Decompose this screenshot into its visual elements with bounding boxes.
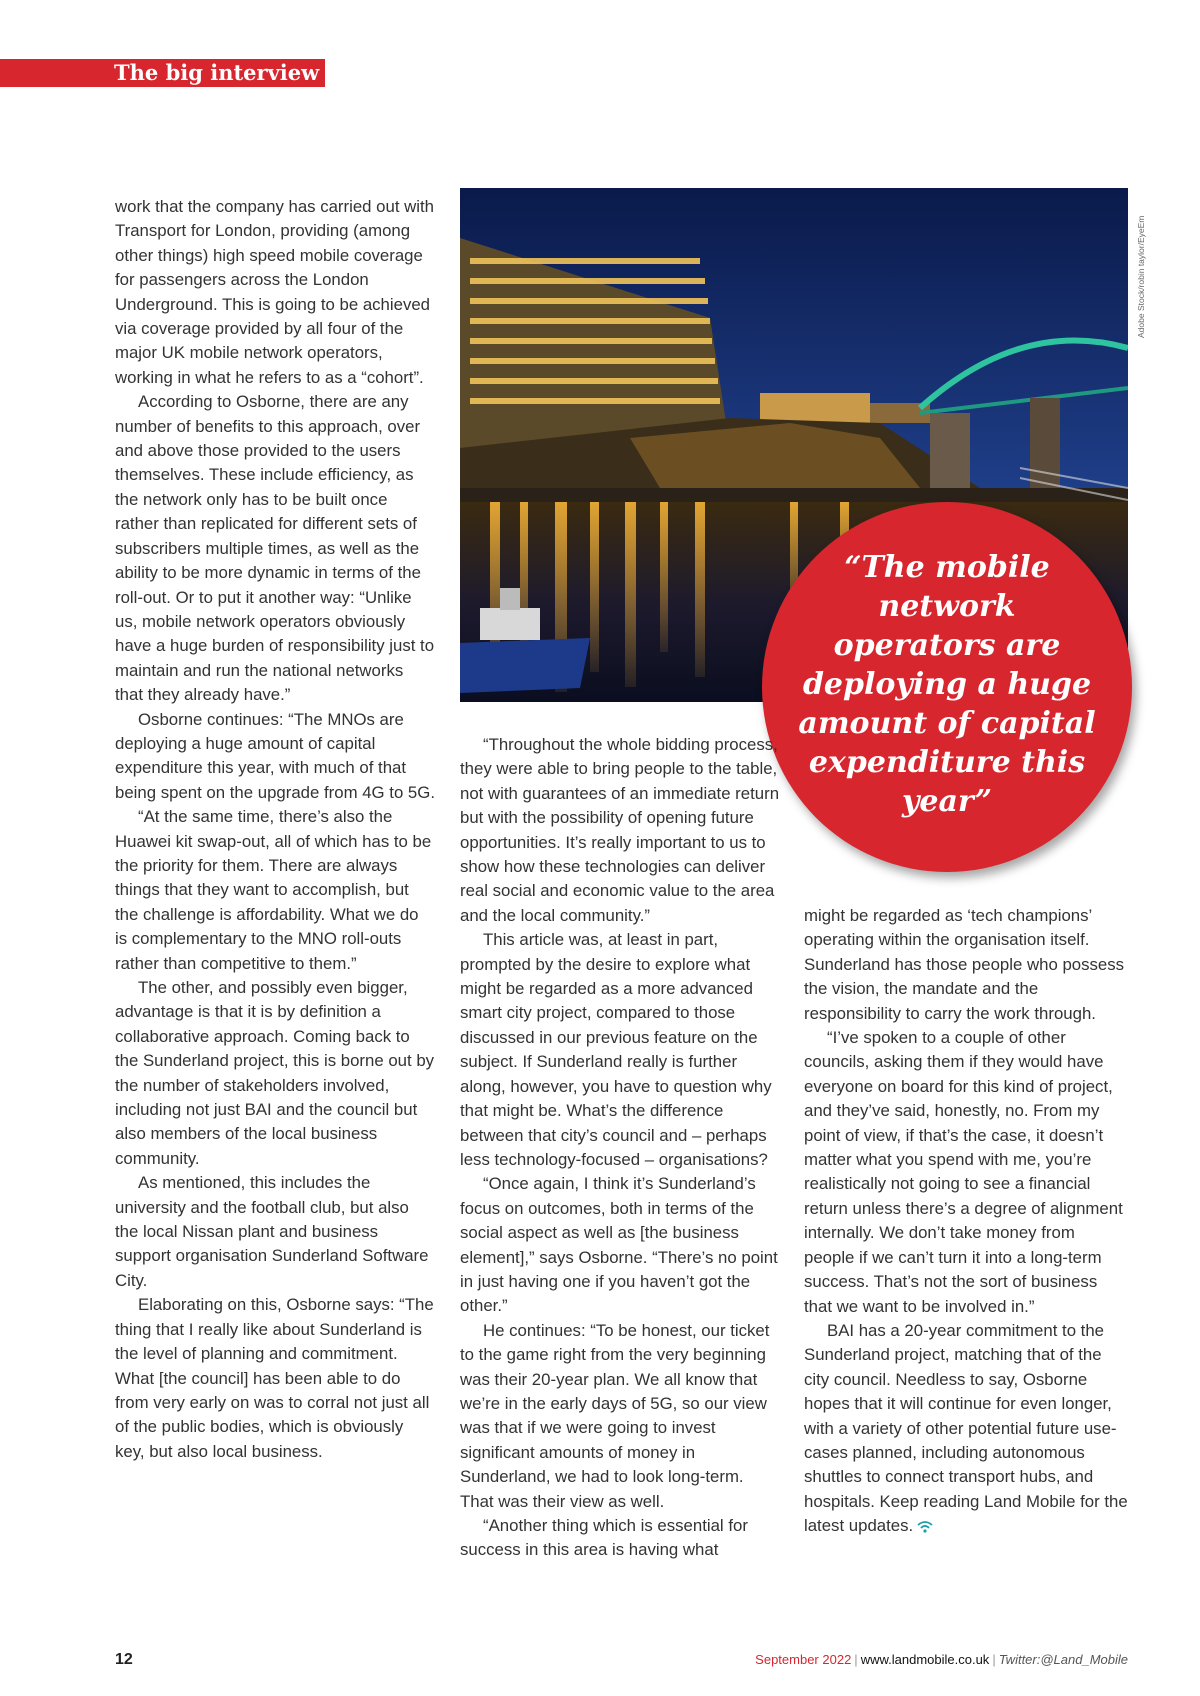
paragraph: Osborne continues: “The MNOs are deploying a huge amount of capital expenditure this year, with much of that being spent on the upgrade from 4G to 5G. xyxy=(115,709,435,802)
paragraph: “Throughout the whole bidding process, they were able to bring people to the table, not with guarantees of an immediate return but with the possibility of opening future opportunities. It’s really important to us to show how these technologies can deliver real social and economic value to the area and the local community.” xyxy=(460,735,780,925)
article-column-2 xyxy=(460,733,780,1563)
paragraph-text: BAI has a 20-year commitment to the Sunderland project, matching that of the city council. Needless to say, Osborne hopes that it will continue for even longer, with a variety of other potential future use-cases planned, including autonomous shuttles to connect transport hubs, and hospitals. Keep reading Land Mobile for the latest updates. xyxy=(804,1320,1128,1536)
section-header-tab xyxy=(0,59,325,87)
paragraph: “Another thing which is essential for success in this area is having what xyxy=(460,1516,748,1560)
paragraph: As mentioned, this includes the university and the football club, but also the local Nissan plant and business support organisation Sunderland Software City. xyxy=(115,1173,429,1290)
paragraph: “I’ve spoken to a couple of other councils, asking them if they would have everyone on board for this kind of project, and they’ve said, honestly, no. From my point of view, if that’s the case, it doesn’t matter what you spend with me, you’re realistically not going to see a financial return unless there’s a degree of alignment internally. We don’t take money from people if we can’t turn it into a long-term success. That’s not the sort of business that we want to be involved in.” xyxy=(804,1028,1123,1316)
issue-date: September 2022 xyxy=(755,1652,852,1667)
paragraph: work that the company has carried out with Transport for London, providing (among other things) high speed mobile coverage for passengers across the London Underground. This is going to be achieved via coverage provided by all four of the major UK mobile network operators, working in what he refers to as a “cohort”. xyxy=(115,197,434,387)
footer-info xyxy=(755,1652,1128,1667)
section-label: The big interview xyxy=(114,60,320,85)
paragraph: This article was, at least in part, prompted by the desire to explore what might be regarded as a more advanced smart city project, compared to those discussed in our previous feature on the subject. If Sunderland really is further along, however, you have to question why that might be. What’s the difference between that city’s council and – perhaps less technology-focused – organisations? xyxy=(460,930,772,1169)
page-number: 12 xyxy=(115,1651,133,1668)
article-column-1 xyxy=(115,195,435,1464)
paragraph: The other, and possibly even bigger, advantage is that it is by definition a collaborative approach. Coming back to the Sunderland project, this is borne out by the number of stakeholders involved, including not just BAI and the council but also members of the local business community. xyxy=(115,978,435,1168)
website-link[interactable]: www.landmobile.co.uk xyxy=(860,1652,990,1667)
pull-quote-text: “The mobile network operators are deploying a huge amount of capital expenditure this year” xyxy=(798,549,1096,819)
paragraph: “Once again, I think it’s Sunderland’s focus on outcomes, both in terms of the social aspect as well as [the business element],” says Osborne. “There’s no point in just having one if you haven’t got the other.” xyxy=(460,1174,778,1316)
paragraph: According to Osborne, there are any number of benefits to this approach, over and above those provided to the users themselves. These include efficiency, as the network only has to be built once rather than replicated for different sets of subscribers multiple times, as well as the ability to be more dynamic in terms of the roll-out. Or to put it another way: “Unlike us, mobile network operators obviously have a huge burden of responsibility just to maintain and run the national networks that they already have.” xyxy=(115,392,435,705)
paragraph: “At the same time, there’s also the Huawei kit swap-out, all of which has to be the priority for them. There are always things that they want to accomplish, but the challenge is affordability. What we do is complementary to the MNO roll-outs rather than competitive to them.” xyxy=(115,807,432,973)
paragraph: He continues: “To be honest, our ticket to the game right from the very beginning was their 20-year plan. We all know that we’re in the early days of 5G, so our view was that if we were going to invest significant amounts of money in Sunderland, we had to look long-term. That was their view as well. xyxy=(460,1320,770,1511)
article-column-3 xyxy=(804,904,1129,1539)
pull-quote-circle xyxy=(762,502,1132,872)
paragraph: Elaborating on this, Osborne says: “The thing that I really like about Sunderland is the level of planning and commitment. What [the council] has been able to do from very early on was to corral not just all of the public bodies, which is obviously key, but also local business. xyxy=(115,1295,434,1461)
wifi-end-mark-icon xyxy=(917,1521,933,1533)
photo-credit: Adobe Stock/robin taylor/EyeEm xyxy=(1136,215,1146,338)
twitter-handle[interactable]: Twitter:@Land_Mobile xyxy=(998,1652,1128,1667)
footer-separator: | xyxy=(992,1652,996,1667)
paragraph xyxy=(804,1319,1129,1539)
footer-separator: | xyxy=(854,1652,858,1667)
paragraph: might be regarded as ‘tech champions’ operating within the organisation itself. Sunderland has those people who possess the vision, the mandate and the responsibility to carry the work through. xyxy=(804,906,1124,1023)
